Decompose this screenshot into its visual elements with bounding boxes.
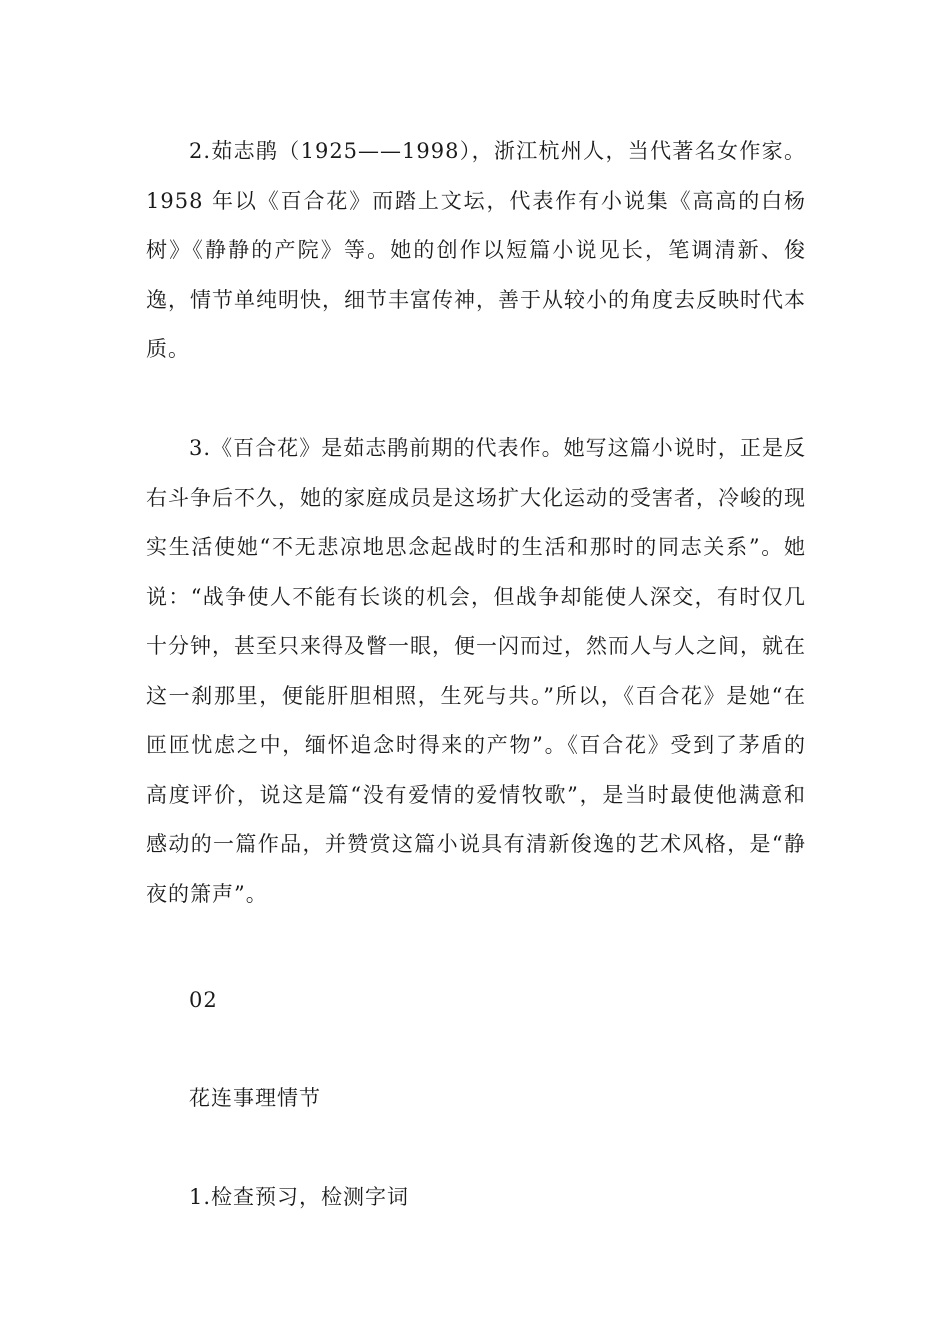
- paragraph-work-background: 3.《百合花》是茹志鹃前期的代表作。她写这篇小说时，正是反右斗争后不久，她的家庭成员是这场扩大化运动的受害者，冷峻的现实生活使她“不无悲凉地思念起战时的生活和那时的同志关系”。她说：“战争使人不能有长谈的机会，但战争却能使人深交，有时仅几十分钟，甚至只来得及瞥一眼，便一闪而过，然而人与人之间，就在这一刹那里，便能肝胆相照，生死与共。”所以，《百合花》是她“在匝匝忧虑之中，缅怀追念时得来的产物”。《百合花》受到了茅盾的高度评价，说这是篇“没有爱情的爱情牧歌”，是当时最使他满意和感动的一篇作品，并赞赏这篇小说具有清新俊逸的艺术风格，是“静夜的箫声”。: [146, 436, 806, 906]
- list-item: 1.检查预习，检测字词: [189, 1185, 410, 1209]
- section-number: 02: [189, 988, 218, 1012]
- section-title: 花连事理情节: [189, 1086, 321, 1110]
- paragraph-author-intro: 2.茹志鹃（1925——1998），浙江杭州人，当代著名女作家。1958 年以《百合花》而踏上文坛，代表作有小说集《高高的白杨树》《静静的产院》等。她的创作以短篇小说见长，笔调清新、俊逸，情节单纯明快，细节丰富传神，善于从较小的角度去反映时代本质。: [146, 139, 806, 361]
